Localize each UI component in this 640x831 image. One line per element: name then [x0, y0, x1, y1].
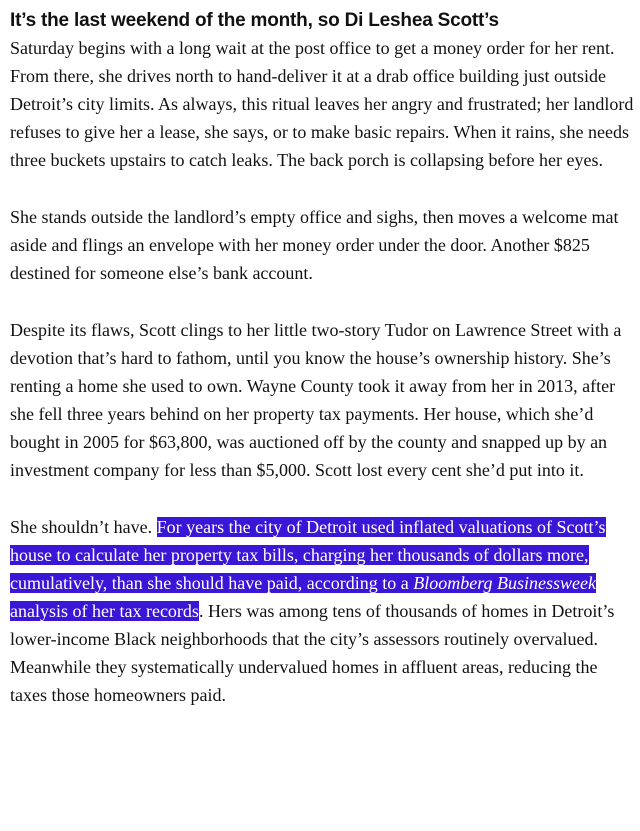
paragraph-2: She stands outside the landlord’s empty office and sighs, then moves a welcome mat aside and flings an envelope with her money order under the door. Another $825 destined for someone else’s bank account.: [10, 207, 619, 283]
publication-name: Bloomberg Businessweek: [413, 573, 597, 593]
lede-heading: It’s the last weekend of the month, so Di Leshea Scott’s: [10, 10, 499, 31]
paragraph-4-start: She shouldn’t have.: [10, 517, 157, 537]
paragraph-3: Despite its flaws, Scott clings to her little two-story Tudor on Lawrence Street with a devotion that’s hard to fathom, until you know the house’s ownership history. She’s renting a home she used to own. Wayne County took it away from her in 2013, after she fell three years behind on her property tax payments. Her house, which she’d bought in 2005 for $63,800, was auctioned off by the county and snapped up by an investment company for less than $5,000. Scott lost every cent she’d put into it.: [10, 320, 622, 480]
paragraph-4[interactable]: [10, 513, 635, 709]
article-body: [10, 8, 635, 738]
paragraph-4-end: . Hers was among tens of thousands of homes in Detroit’s lower-income Black neighborhoods that the city’s assessors routinely overvalued. Meanwhile they systematically undervalued homes in affluent areas, reducing the taxes those homeowners paid.: [10, 601, 615, 705]
selected-text-end: analysis of her tax records: [10, 601, 199, 621]
selected-text-main: For years the city of Detroit used inflated valuations of Scott’s house to calculate her property tax bills, charging her thousands of dollars more, cumulatively, than she should have paid, according to a: [10, 517, 606, 593]
paragraph-1: Saturday begins with a long wait at the post office to get a money order for her rent. From there, she drives north to hand-deliver it at a drab office building just outside Detroit’s city limits. As always, this ritual leaves her angry and frustrated; her landlord refuses to give her a lease, she says, or to make basic repairs. When it rains, she needs three buckets upstairs to catch leaks. The back porch is collapsing before her eyes.: [10, 38, 634, 170]
